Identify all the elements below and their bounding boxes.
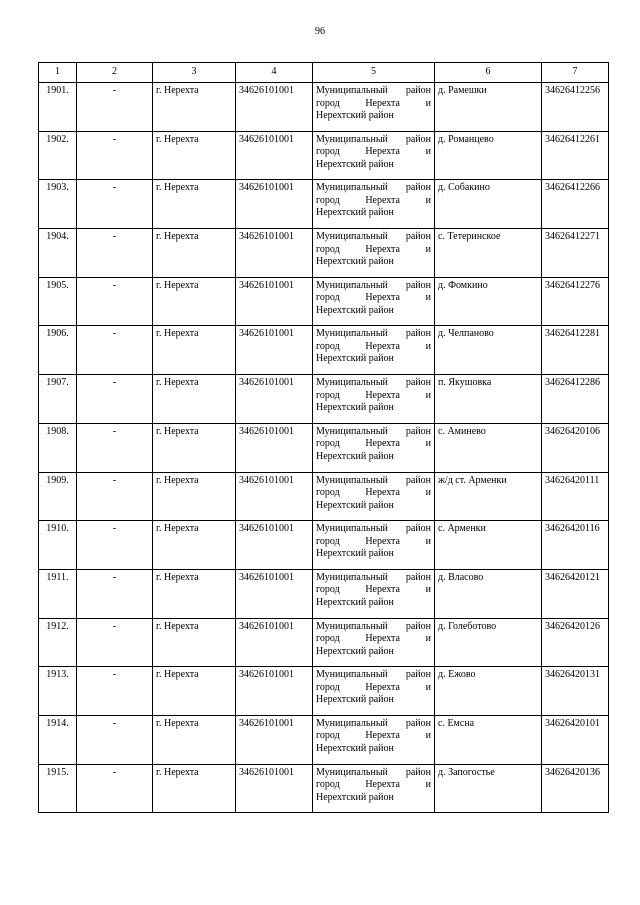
table-row	[39, 83, 609, 132]
cell-settlement: г. Нерехта	[153, 229, 236, 278]
column-header: 7	[542, 63, 609, 83]
column-header: 2	[77, 63, 153, 83]
cell-locality: с. Арменки	[435, 521, 542, 570]
cell-municipality	[313, 472, 435, 521]
municipality-line: город Нерехта и	[316, 681, 431, 693]
municipality-line: Нерехтский район	[316, 158, 394, 170]
cell-oktmo: 34626101001	[236, 83, 313, 132]
cell-code: 34626420121	[542, 569, 609, 618]
cell-oktmo: 34626101001	[236, 277, 313, 326]
table-row	[39, 715, 609, 764]
cell-municipality	[313, 569, 435, 618]
cell-col2: -	[77, 618, 153, 667]
cell-code: 34626420116	[542, 521, 609, 570]
cell-locality: д. Власово	[435, 569, 542, 618]
municipality-line: Нерехтский район	[316, 110, 394, 121]
municipality-line: Муниципальный район	[316, 377, 431, 389]
cell-code: 34626412276	[542, 277, 609, 326]
cell-oktmo: 34626101001	[236, 180, 313, 229]
cell-oktmo: 34626101001	[236, 569, 313, 618]
cell-oktmo: 34626101001	[236, 229, 313, 278]
row-number: 1909.	[39, 472, 77, 521]
cell-settlement: г. Нерехта	[153, 180, 236, 229]
cell-settlement: г. Нерехта	[153, 618, 236, 667]
municipality-line: Нерехтский район	[316, 207, 394, 219]
cell-municipality	[313, 131, 435, 180]
cell-settlement: г. Нерехта	[153, 764, 236, 813]
cell-settlement: г. Нерехта	[153, 667, 236, 716]
cell-code: 34626412286	[542, 375, 609, 424]
table-row	[39, 423, 609, 472]
municipality-line: город Нерехта и	[316, 97, 431, 109]
cell-locality: д. Челпаново	[435, 326, 542, 375]
cell-settlement: г. Нерехта	[153, 326, 236, 375]
cell-settlement: г. Нерехта	[153, 569, 236, 618]
row-number: 1907.	[39, 375, 77, 424]
municipality-line: Муниципальный район	[316, 571, 431, 583]
row-number: 1914.	[39, 715, 77, 764]
cell-col2: -	[77, 667, 153, 716]
cell-code: 34626420136	[542, 764, 609, 813]
cell-col2: -	[77, 83, 153, 132]
table-row	[39, 131, 609, 180]
cell-municipality	[313, 764, 435, 813]
cell-oktmo: 34626101001	[236, 472, 313, 521]
cell-municipality	[313, 375, 435, 424]
row-number: 1911.	[39, 569, 77, 618]
cell-code: 34626420111	[542, 472, 609, 521]
cell-oktmo: 34626101001	[236, 764, 313, 813]
cell-municipality	[313, 326, 435, 375]
cell-settlement: г. Нерехта	[153, 472, 236, 521]
municipality-line: Муниципальный район	[316, 182, 431, 194]
table-row	[39, 521, 609, 570]
header-row	[39, 63, 609, 83]
municipality-line: Муниципальный район	[316, 85, 431, 96]
cell-code: 34626412261	[542, 131, 609, 180]
row-number: 1901.	[39, 83, 77, 132]
cell-oktmo: 34626101001	[236, 375, 313, 424]
column-header: 5	[313, 63, 435, 83]
cell-oktmo: 34626101001	[236, 423, 313, 472]
cell-code: 34626412271	[542, 229, 609, 278]
municipality-line: город Нерехта и	[316, 633, 431, 645]
municipality-line: город Нерехта и	[316, 779, 431, 791]
municipality-line: Нерехтский район	[316, 353, 394, 365]
row-number: 1913.	[39, 667, 77, 716]
table-row	[39, 472, 609, 521]
cell-code: 34626420131	[542, 667, 609, 716]
cell-col2: -	[77, 326, 153, 375]
cell-col2: -	[77, 180, 153, 229]
cell-oktmo: 34626101001	[236, 618, 313, 667]
municipality-line: Нерехтский район	[316, 742, 394, 754]
row-number: 1910.	[39, 521, 77, 570]
cell-oktmo: 34626101001	[236, 326, 313, 375]
row-number: 1902.	[39, 131, 77, 180]
cell-locality: д. Голеботово	[435, 618, 542, 667]
cell-settlement: г. Нерехта	[153, 423, 236, 472]
cell-settlement: г. Нерехта	[153, 521, 236, 570]
cell-col2: -	[77, 277, 153, 326]
cell-col2: -	[77, 131, 153, 180]
column-header: 3	[153, 63, 236, 83]
municipality-line: Нерехтский район	[316, 596, 394, 608]
table-row	[39, 375, 609, 424]
cell-locality: д. Рамешки	[435, 83, 542, 132]
municipality-line: город Нерехта и	[316, 243, 431, 255]
cell-oktmo: 34626101001	[236, 131, 313, 180]
table-row	[39, 569, 609, 618]
row-number: 1915.	[39, 764, 77, 813]
municipality-line: Муниципальный район	[316, 231, 431, 243]
cell-locality: д. Романцево	[435, 131, 542, 180]
cell-municipality	[313, 667, 435, 716]
column-header: 4	[236, 63, 313, 83]
cell-municipality	[313, 180, 435, 229]
municipality-line: Нерехтский район	[316, 694, 394, 706]
cell-locality: ж/д ст. Арменки	[435, 472, 542, 521]
table-row	[39, 326, 609, 375]
column-header: 6	[435, 63, 542, 83]
cell-col2: -	[77, 423, 153, 472]
cell-settlement: г. Нерехта	[153, 131, 236, 180]
municipality-line: Нерехтский район	[316, 256, 394, 268]
cell-locality: д. Ежово	[435, 667, 542, 716]
municipality-line: город Нерехта и	[316, 730, 431, 742]
municipality-line: Муниципальный район	[316, 279, 431, 291]
municipality-line: Нерехтский район	[316, 548, 394, 560]
cell-settlement: г. Нерехта	[153, 83, 236, 132]
table-row	[39, 618, 609, 667]
cell-settlement: г. Нерехта	[153, 277, 236, 326]
cell-code: 34626412256	[542, 83, 609, 132]
table-row	[39, 229, 609, 278]
municipality-line: Нерехтский район	[316, 450, 394, 462]
table-row	[39, 277, 609, 326]
cell-municipality	[313, 83, 435, 132]
table-row	[39, 667, 609, 716]
cell-oktmo: 34626101001	[236, 715, 313, 764]
municipality-line: город Нерехта и	[316, 535, 431, 547]
row-number: 1912.	[39, 618, 77, 667]
row-number: 1903.	[39, 180, 77, 229]
municipality-line: город Нерехта и	[316, 292, 431, 304]
cell-oktmo: 34626101001	[236, 667, 313, 716]
municipality-line: Муниципальный район	[316, 425, 431, 437]
municipality-line: Нерехтский район	[316, 402, 394, 414]
cell-col2: -	[77, 521, 153, 570]
municipality-line: Муниципальный район	[316, 523, 431, 535]
municipality-line: Муниципальный район	[316, 133, 431, 145]
column-header: 1	[39, 63, 77, 83]
row-number: 1905.	[39, 277, 77, 326]
municipality-line: Муниципальный район	[316, 717, 431, 729]
cell-code: 34626420106	[542, 423, 609, 472]
row-number: 1906.	[39, 326, 77, 375]
municipality-line: Муниципальный район	[316, 620, 431, 632]
row-number: 1908.	[39, 423, 77, 472]
cell-municipality	[313, 277, 435, 326]
municipality-line: город Нерехта и	[316, 389, 431, 401]
cell-locality: с. Тетеринское	[435, 229, 542, 278]
cell-municipality	[313, 618, 435, 667]
municipality-line: Муниципальный район	[316, 474, 431, 486]
row-number: 1904.	[39, 229, 77, 278]
cell-oktmo: 34626101001	[236, 521, 313, 570]
cell-code: 34626420126	[542, 618, 609, 667]
cell-col2: -	[77, 375, 153, 424]
table-row	[39, 180, 609, 229]
municipality-line: Муниципальный район	[316, 766, 431, 778]
municipality-line: город Нерехта и	[316, 438, 431, 450]
cell-col2: -	[77, 569, 153, 618]
document-table	[38, 62, 609, 813]
municipality-line: город Нерехта и	[316, 146, 431, 158]
cell-locality: с. Емсна	[435, 715, 542, 764]
cell-settlement: г. Нерехта	[153, 375, 236, 424]
municipality-line: Нерехтский район	[316, 791, 394, 803]
cell-col2: -	[77, 472, 153, 521]
cell-col2: -	[77, 764, 153, 813]
cell-locality: с. Аминево	[435, 423, 542, 472]
municipality-line: город Нерехта и	[316, 584, 431, 596]
cell-col2: -	[77, 715, 153, 764]
cell-locality: д. Фомкино	[435, 277, 542, 326]
cell-locality: д. Запогостье	[435, 764, 542, 813]
municipality-line: Нерехтский район	[316, 645, 394, 657]
cell-col2: -	[77, 229, 153, 278]
page-number: 96	[315, 26, 325, 37]
municipality-line: город Нерехта и	[316, 340, 431, 352]
cell-code: 34626412281	[542, 326, 609, 375]
cell-settlement: г. Нерехта	[153, 715, 236, 764]
municipality-line: город Нерехта и	[316, 487, 431, 498]
cell-code: 34626420101	[542, 715, 609, 764]
cell-locality: д. Собакино	[435, 180, 542, 229]
cell-municipality	[313, 229, 435, 278]
cell-municipality	[313, 423, 435, 472]
cell-code: 34626412266	[542, 180, 609, 229]
municipality-line: Нерехтский район	[316, 499, 394, 511]
municipality-line: Муниципальный район	[316, 669, 431, 681]
cell-locality: п. Якушовка	[435, 375, 542, 424]
municipality-line: Нерехтский район	[316, 304, 394, 316]
cell-municipality	[313, 715, 435, 764]
table-row	[39, 764, 609, 813]
municipality-line: город Нерехта и	[316, 194, 431, 206]
cell-municipality	[313, 521, 435, 570]
municipality-line: Муниципальный район	[316, 328, 431, 340]
